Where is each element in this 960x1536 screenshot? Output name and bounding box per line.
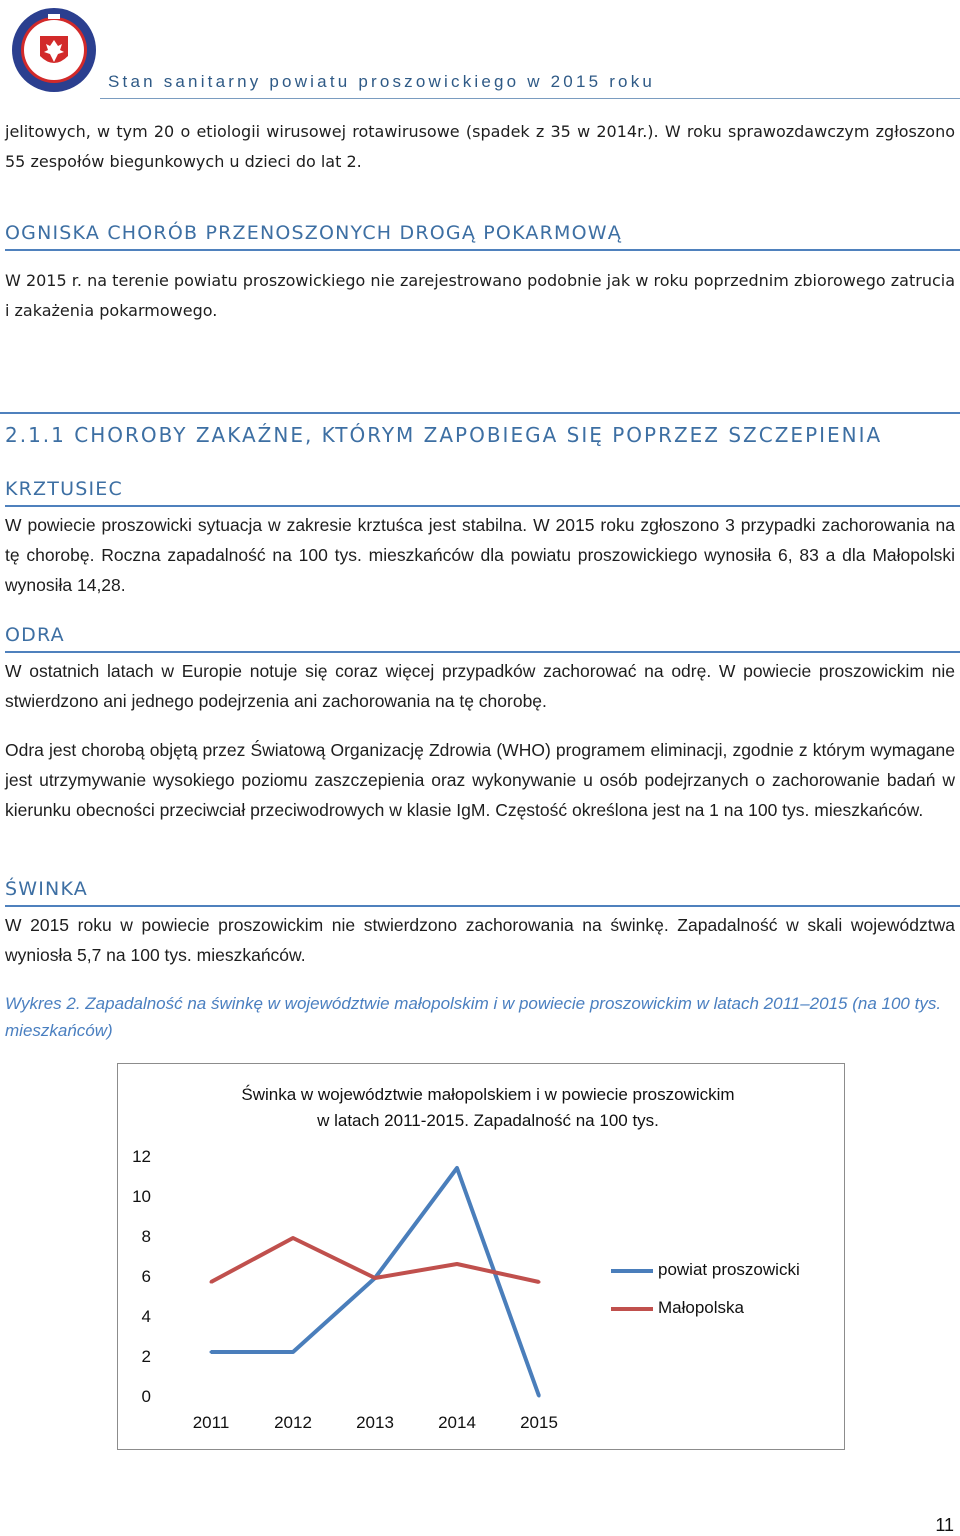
- section-heading: 2.1.1 CHOROBY ZAKAŹNE, KTÓRYM ZAPOBIEGA SIĘ POPRZEZ SZCZEPIENIA: [5, 423, 883, 447]
- data-point-powiat-2012: [292, 1351, 295, 1354]
- data-point-powiat-2015: [538, 1395, 541, 1398]
- y-tick-label-6: 12: [132, 1147, 151, 1166]
- figure-caption: Wykres 2. Zapadalność na świnkę w województwie małopolskim i w powiecie proszowickim w latach 2011–2015 (na 100 tys. mieszkańców): [5, 994, 942, 1040]
- chart-title-line-2: w latach 2011-2015. Zapadalność na 100 tys.: [317, 1111, 659, 1130]
- y-tick-label-5: 10: [132, 1187, 151, 1206]
- pertussis-heading: KRZTUSIEC: [5, 478, 960, 507]
- line-chart: [118, 1064, 844, 1449]
- chart-frame: [117, 1063, 845, 1450]
- logo-emblem: [10, 6, 98, 94]
- x-tick-label-2014: 2014: [438, 1413, 476, 1432]
- food-outbreaks-heading: OGNISKA CHORÓB PRZENOSZONYCH DROGĄ POKARMOWĄ: [5, 222, 960, 251]
- x-tick-label-2012: 2012: [274, 1413, 312, 1432]
- data-point-powiat-2014: [456, 1167, 459, 1170]
- food-outbreaks-text: W 2015 r. na terenie powiatu proszowickiego nie zarejestrowano podobnie jak w roku poprzednim zbiorowego zatrucia i zakażenia pokarmowego.: [5, 271, 955, 320]
- data-point-malopolska-2014: [456, 1263, 459, 1266]
- section-top-rule: [0, 412, 960, 414]
- chart-title-line-1: Świnka w województwie małopolskiem i w powiecie proszowickim: [241, 1085, 735, 1104]
- x-tick-label-2013: 2013: [356, 1413, 394, 1432]
- series-line-powiat: [211, 1168, 539, 1396]
- eagle-emblem-icon: [10, 6, 98, 94]
- y-tick-label-2: 4: [141, 1307, 151, 1326]
- page-number: 11: [935, 1515, 954, 1535]
- legend-label-malopolska: Małopolska: [658, 1298, 744, 1317]
- x-tick-label-2011: 2011: [192, 1413, 230, 1432]
- measles-text-1: W ostatnich latach w Europie notuje się coraz więcej przypadków zachorować na odrę. W powiecie proszowickim nie stwierdzono ani jednego podejrzenia ani zachorowania na tę chorobę.: [5, 661, 955, 711]
- measles-heading: ODRA: [5, 624, 960, 653]
- running-header: Stan sanitarny powiatu proszowickiego w 2015 roku: [108, 72, 656, 91]
- legend-swatch-powiat: [611, 1269, 653, 1273]
- legend-swatch-malopolska: [611, 1307, 653, 1311]
- y-tick-label-3: 6: [141, 1267, 151, 1286]
- header-divider: [100, 98, 960, 99]
- y-tick-label-0: 0: [141, 1387, 151, 1406]
- mumps-heading: ŚWINKA: [5, 878, 960, 907]
- data-point-malopolska-2013: [374, 1277, 377, 1280]
- measles-text-2: Odra jest chorobą objętą przez Światową Organizację Zdrowia (WHO) programem eliminacji, zgodnie z którym wymagane jest utrzymywanie wysokiego poziomu zaszczepienia oraz wykonywanie u osób podejrzanych o zachorowanie badań w kierunku obecności przeciwciał przeciwodrowych w klasie IgM. Częstość określona jest na 1 na 100 tys. mieszkańców.: [5, 740, 955, 820]
- data-point-malopolska-2012: [292, 1237, 295, 1240]
- legend-label-powiat: powiat proszowicki: [658, 1260, 800, 1279]
- data-point-malopolska-2015: [538, 1281, 541, 1284]
- data-point-powiat-2011: [210, 1351, 213, 1354]
- intro-paragraph: jelitowych, w tym 20 o etiologii wirusowej rotawirusowe (spadek z 35 w 2014r.). W roku sprawozdawczym zgłoszono 55 zespołów biegunkowych u dzieci do lat 2.: [5, 122, 955, 171]
- y-tick-label-1: 2: [141, 1347, 151, 1366]
- x-tick-label-2015: 2015: [520, 1413, 558, 1432]
- data-point-malopolska-2011: [210, 1281, 213, 1284]
- mumps-text: W 2015 roku w powiecie proszowickim nie stwierdzono zachorowania na świnkę. Zapadalność w skali województwa wyniosła 5,7 na 100 tys. mieszkańców.: [5, 915, 955, 965]
- y-tick-label-4: 8: [141, 1227, 151, 1246]
- pertussis-text: W powiecie proszowicki sytuacja w zakresie krztuśca jest stabilna. W 2015 roku zgłoszono 3 przypadki zachorowania na tę chorobę. Roczna zapadalność na 100 tys. mieszkańców dla powiatu proszowickiego wynosiła 6, 83 a dla Małopolski wynosiła 14,28.: [5, 515, 955, 595]
